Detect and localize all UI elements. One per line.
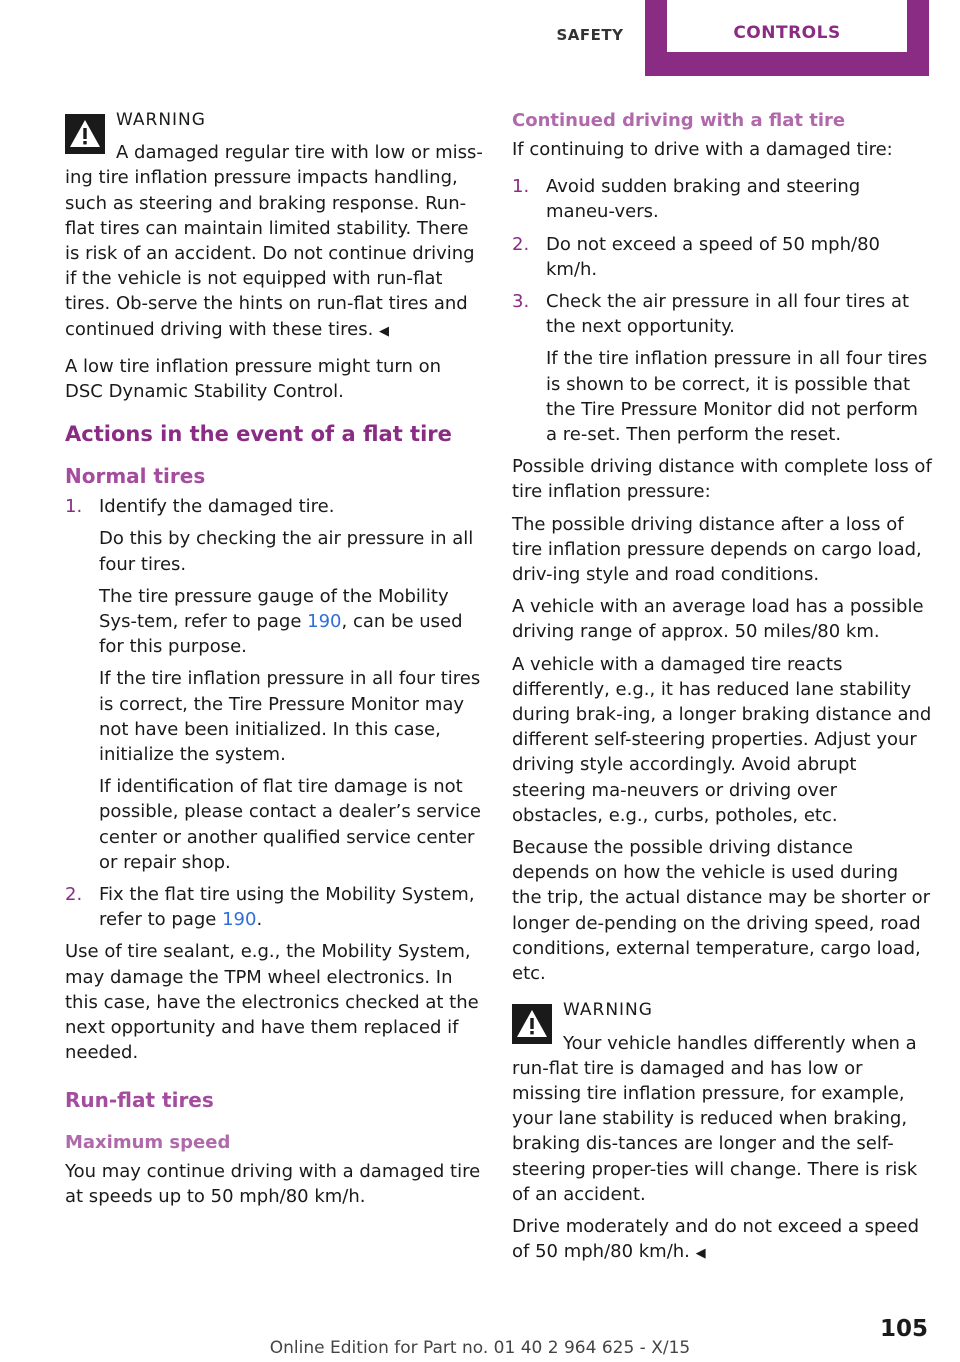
list-item-subtext: The tire pressure gauge of the Mobility Sys-tem, refer to page 190, can be used for this purpose. — [99, 585, 463, 658]
list-item-text: Identify the damaged tire. — [99, 496, 335, 518]
paragraph-because: Because the possible driving distance depends on how the vehicle is used during the trip, the actual distance may be shorter or longer de-pending on the driving speed, road conditions, external temperature, cargo load, etc. — [512, 837, 931, 985]
warning-title: WARNING — [563, 1000, 653, 1021]
tab-safety[interactable]: SAFETY — [556, 26, 624, 44]
paragraph-reacts-differently: A vehicle with a damaged tire reacts differently, e.g., it has reduced lane stability during brak-ing, a longer braking distance and different self-steering properties. Adjust your driving style accordingly. Avoid abrupt steering ma-neuvers or driving over obstacles, e.g., curbs, potholes, etc. — [512, 653, 932, 826]
left-column — [65, 108, 483, 1216]
page-header — [0, 0, 960, 78]
warning-body: A damaged regular tire with low or miss-ing tire inflation pressure impacts handling, such as steering and braking response. Run-flat tires can maintain limited stability. There is risk of an accident. Do not continue driving if the vehicle is not equipped with run-flat tires. Ob-serve the hints on run-flat tires and continued driving with these tires. ◀ — [65, 142, 483, 340]
list-number: 2. — [65, 884, 83, 906]
paragraph-sealant: Use of tire sealant, e.g., the Mobility System, may damage the TPM wheel electronics. In this case, have the electronics checked at the next opportunity and have them replaced if needed. — [65, 941, 479, 1064]
tab-controls[interactable] — [645, 0, 929, 76]
warning-triangle-icon — [65, 114, 105, 154]
right-column — [512, 108, 932, 1276]
list-item-text: Fix the flat tire using the Mobility System, refer to page 190. — [99, 884, 475, 931]
list-item-subtext: Do this by checking the air pressure in all four tires. — [99, 528, 474, 575]
list-item-subtext: If the tire inflation pressure in all four tires is shown to be correct, it is possible that the Tire Pressure Monitor did not perform a re-set. Then perform the reset. — [546, 348, 928, 446]
list-item-text: Avoid sudden braking and steering maneu-vers. — [546, 176, 861, 223]
paragraph-possible-distance: Possible driving distance with complete loss of tire inflation pressure: — [512, 456, 932, 503]
paragraph-distance-depends: The possible driving distance after a loss of tire inflation pressure depends on cargo load, driv-ing style and road conditions. — [512, 513, 922, 586]
paragraph-average-load: A vehicle with an average load has a possible driving range of approx. 50 miles/80 km. — [512, 596, 924, 643]
warning-title: WARNING — [116, 110, 206, 130]
page-link[interactable]: 190 — [222, 909, 257, 931]
paragraph-dsc: A low tire inflation pressure might turn on DSC Dynamic Stability Control. — [65, 355, 442, 403]
list-item — [512, 289, 932, 447]
list-number: 2. — [512, 233, 530, 255]
heading-normal-tires: Normal tires — [65, 464, 206, 489]
warning-body-2: Drive moderately and do not exceed a speed of 50 mph/80 km/h. ◀ — [512, 1215, 920, 1263]
list-item — [512, 174, 932, 224]
warning-block-2 — [512, 998, 932, 1266]
list-item — [65, 494, 483, 875]
warning-body: Your vehicle handles differently when a run-flat tire is damaged and has low or missing tire inflation pressure, for example, your lane stability is reduced when braking, braking dis-tances are longer and the self-steering proper-ties will change. There is risk of an accident. — [512, 1032, 918, 1205]
list-number: 1. — [512, 176, 530, 198]
end-mark: ◀ — [379, 323, 390, 339]
heading-maximum-speed: Maximum speed — [65, 1131, 231, 1153]
normal-tires-steps — [65, 494, 483, 932]
end-mark: ◀ — [695, 1246, 706, 1262]
warning-block-1 — [65, 108, 483, 344]
list-item — [65, 882, 483, 932]
list-item-text: Check the air pressure in all four tires at the next opportunity. — [546, 291, 910, 338]
list-item — [512, 232, 932, 282]
list-item-text: Do not exceed a speed of 50 mph/80 km/h. — [546, 233, 880, 280]
page-footer — [0, 1316, 960, 1362]
list-number: 3. — [512, 291, 530, 313]
tab-controls-label: CONTROLS — [667, 0, 907, 52]
list-item-subtext: If the tire inflation pressure in all four tires is correct, the Tire Pressure Monitor may not have been initialized. In this case, initialize the system. — [99, 668, 481, 766]
paragraph-intro: If continuing to drive with a damaged tire: — [512, 139, 893, 160]
edition-note: Online Edition for Part no. 01 40 2 964 625 - X/15 — [269, 1338, 691, 1358]
list-item-subtext: If identification of flat tire damage is not possible, please contact a dealer’s service center or another qualified service center or repair shop. — [99, 776, 481, 873]
continued-driving-steps — [512, 174, 932, 447]
heading-continued-driving: Continued driving with a flat tire — [512, 110, 846, 131]
page-number: 105 — [879, 1316, 928, 1342]
paragraph-max-speed: You may continue driving with a damaged tire at speeds up to 50 mph/80 km/h. — [65, 1160, 481, 1207]
page-link[interactable]: 190 — [307, 611, 342, 633]
warning-triangle-icon — [512, 1004, 552, 1044]
heading-actions-flat-tire: Actions in the event of a flat tire — [65, 422, 452, 447]
heading-run-flat-tires: Run-flat tires — [65, 1087, 214, 1112]
list-number: 1. — [65, 496, 83, 518]
